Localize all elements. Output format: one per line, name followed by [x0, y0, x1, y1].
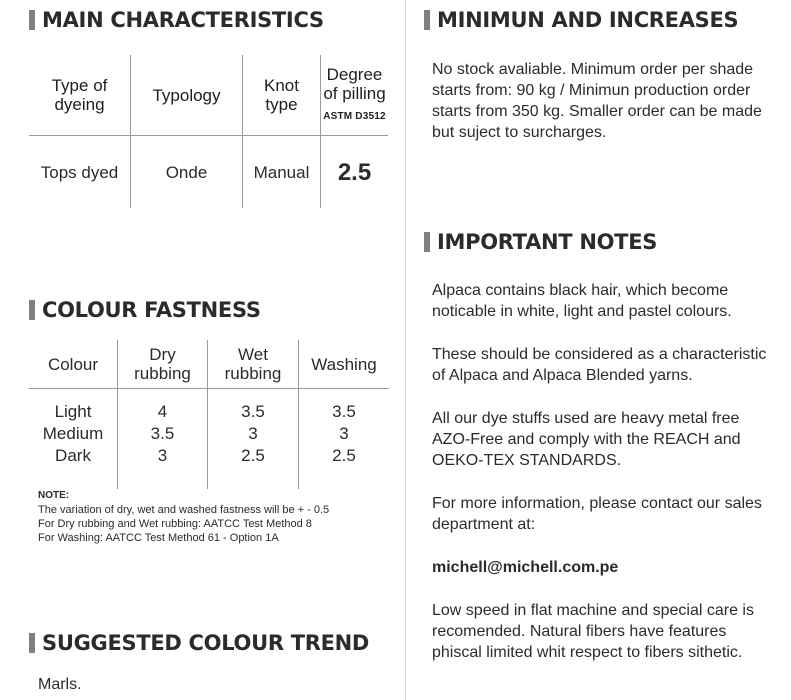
colour-fastness-heading: COLOUR FASTNESS: [29, 298, 261, 322]
value-degree-of-pilling: 2.5: [321, 136, 389, 209]
note-paragraph: All our dye stuffs used are heavy metal free AZO-Free and comply with the REACH and OEKO-TEX STANDARDS.: [432, 410, 741, 469]
note-line: For Washing: AATCC Test Method 61 - Option 1A: [38, 532, 279, 544]
minimum-text: No stock avaliable. Minimum order per shade starts from: 90 kg / Minimun production order starts from 350 kg. Smaller order can be made but suject to surcharges.: [432, 61, 762, 141]
main-characteristics-table: [29, 55, 388, 208]
header-type-of-dyeing: Type of dyeing: [29, 55, 131, 136]
header-typology: Typology: [131, 55, 243, 136]
value-type-of-dyeing: Tops dyed: [29, 136, 131, 209]
heading-bar-icon: [29, 10, 35, 30]
column-divider: [405, 0, 406, 700]
header-washing: Washing: [299, 340, 390, 389]
table-header-row: [29, 340, 389, 389]
header-knot-type: Knot type: [243, 55, 321, 136]
minimum-increases-heading: MINIMUN AND INCREASES: [424, 8, 738, 32]
heading-bar-icon: [424, 232, 430, 252]
contact-email: michell@michell.com.pe: [432, 559, 619, 576]
note-paragraph: Alpaca contains black hair, which become noticable in white, light and pastel colours.: [432, 282, 732, 320]
value-typology: Onde: [131, 136, 243, 209]
note-paragraph: Low speed in flat machine and special care is recomended. Natural fibers have features phiscal limited whit respect to fibers sithetic.: [432, 602, 754, 661]
table-header-row: [29, 55, 388, 136]
note-line: For Dry rubbing and Wet rubbing: AATCC Test Method 8: [38, 518, 312, 530]
dry-rubbing-column: 4 3.5 3: [118, 389, 208, 489]
important-notes-body: [432, 280, 780, 663]
header-dry-rubbing: Dry rubbing: [118, 340, 208, 389]
colour-trend-text: Marls.: [38, 676, 82, 693]
main-characteristics-heading: MAIN CHARACTERISTICS: [29, 8, 324, 32]
header-wet-rubbing: Wet rubbing: [208, 340, 299, 389]
heading-bar-icon: [424, 10, 430, 30]
value-knot-type: Manual: [243, 136, 321, 209]
fastness-note: [38, 489, 329, 545]
note-paragraph: For more information, please contact our sales department at:: [432, 495, 762, 533]
colour-fastness-table: [29, 340, 389, 489]
header-degree-of-pilling: Degree of pilling ASTM D3512: [321, 55, 389, 136]
important-notes-heading: IMPORTANT NOTES: [424, 230, 657, 254]
colour-column: Light Medium Dark: [29, 389, 118, 489]
washing-column: 3.5 3 2.5: [299, 389, 390, 489]
table-row: [29, 389, 389, 489]
note-paragraph: These should be considered as a characteristic of Alpaca and Alpaca Blended yarns.: [432, 346, 767, 384]
note-line: The variation of dry, wet and washed fastness will be + - 0.5: [38, 504, 330, 516]
heading-bar-icon: [29, 300, 35, 320]
suggested-colour-trend-heading: SUGGESTED COLOUR TREND: [29, 631, 369, 655]
note-title: NOTE:: [38, 490, 70, 501]
header-colour: Colour: [29, 340, 118, 389]
wet-rubbing-column: 3.5 3 2.5: [208, 389, 299, 489]
pilling-standard: ASTM D3512: [323, 110, 386, 122]
heading-bar-icon: [29, 633, 35, 653]
table-row: [29, 136, 388, 209]
